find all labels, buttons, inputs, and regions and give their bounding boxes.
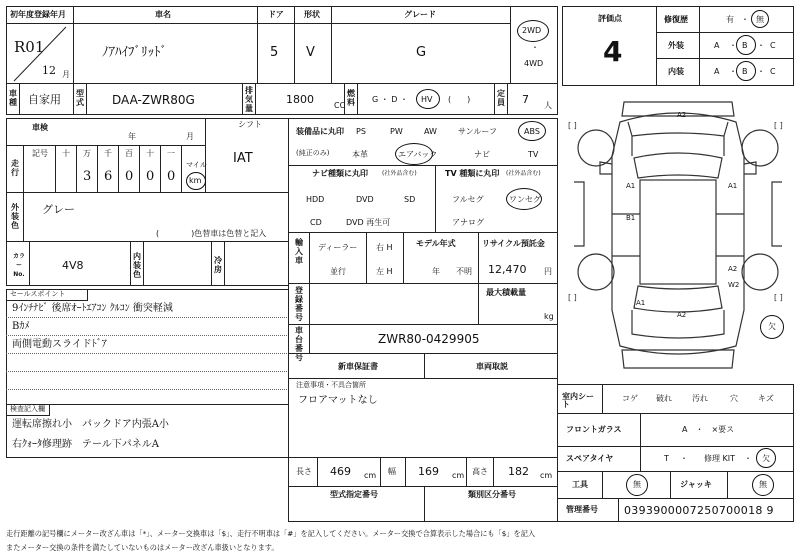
length-value: 469 xyxy=(330,465,351,478)
new-warranty-label: 新車保証書 xyxy=(338,362,378,371)
manual-label: 車両取説 xyxy=(476,362,508,371)
mark-a2-rear: A2 xyxy=(677,311,687,319)
mark-a2-front: A2 xyxy=(677,111,687,119)
spare-dot2: ・ xyxy=(744,454,752,463)
digit-3: 0 xyxy=(125,169,134,184)
equip-navi: ナビ xyxy=(474,150,490,159)
sales-point-line-1: 9ｲﾝﾁﾅﾋﾞ 後席ｵｰﾄｴｱｺﾝ ｸﾙｺﾝ 衝突軽減 xyxy=(12,303,173,314)
import-left-h: 左 H xyxy=(376,267,393,276)
spare-dot1: ・ xyxy=(680,454,688,463)
equip-aw: AW xyxy=(424,127,437,136)
mark-a1-rear: A1 xyxy=(636,299,646,307)
interior-dot2: ・ xyxy=(757,67,765,76)
drive-4wd: 4WD xyxy=(524,59,544,68)
car-diagram xyxy=(562,96,794,376)
equip-tv: TV xyxy=(528,150,539,159)
exterior-c: C xyxy=(770,41,776,50)
digit-4: 0 xyxy=(146,169,155,184)
first-reg-month: 12 xyxy=(42,64,56,77)
import-handle-cell xyxy=(366,232,404,284)
ac-label: 冷房 xyxy=(214,256,222,274)
control-no-label: 管理番号 xyxy=(566,505,598,514)
equip-sunroof: サンルーフ xyxy=(458,127,497,136)
score-value: 4 xyxy=(603,35,623,68)
navi-dvd-play: DVD 再生可 xyxy=(346,218,391,227)
inspector-line-1: 運転席擦れ小 パックドア内張A小 xyxy=(12,419,169,430)
sales-point-line-2: Bｶﾒ xyxy=(12,321,30,332)
tv-analog: アナログ xyxy=(452,218,484,227)
width-unit: cm xyxy=(452,471,465,480)
jack-label: ジャッキ xyxy=(680,480,712,489)
notes-cell xyxy=(288,378,558,458)
model-label: 型式 xyxy=(76,89,84,107)
displacement-label: 排気量 xyxy=(245,86,253,113)
svg-text:[ ]: [ ] xyxy=(774,293,783,302)
navi-label: ナビ種類に丸印 xyxy=(312,169,368,178)
capacity-unit: 人 xyxy=(544,101,552,110)
color-no-label: カラーNo. xyxy=(12,253,25,278)
repair-none: 無 xyxy=(756,15,764,24)
chassis-value: ZWR80-0429905 xyxy=(378,332,480,346)
tools-label: 工具 xyxy=(572,480,588,489)
door-label: ドア xyxy=(268,10,284,19)
notes-label: 注意事項・不具合箇所 xyxy=(296,381,366,389)
kind-label-cell xyxy=(6,83,20,115)
interior-dot1: ・ xyxy=(729,67,737,76)
equip-pw: PW xyxy=(390,127,403,136)
inspection-month-unit: 月 xyxy=(186,132,194,141)
notes-value: フロアマットなし xyxy=(298,395,378,406)
interior-b: B xyxy=(742,67,748,76)
max-load-label: 最大積載量 xyxy=(486,288,526,297)
row2 xyxy=(6,83,558,115)
navi-sd: SD xyxy=(404,195,416,204)
model-value: DAA-ZWR80G xyxy=(112,93,195,107)
model-year-unit: 年 xyxy=(432,267,440,276)
digit-1: 3 xyxy=(83,169,92,184)
digit-label-2: 千 xyxy=(104,149,112,158)
import-dealer: ディーラー xyxy=(318,243,358,252)
length-label: 長さ xyxy=(296,467,312,476)
door-value: 5 xyxy=(270,45,279,60)
mark-b1-left: B1 xyxy=(626,214,636,222)
digit-5: 0 xyxy=(167,169,176,184)
sales-points-label: セールスポイント xyxy=(10,290,66,298)
exterior-color-value: グレー xyxy=(42,203,75,216)
displacement-value: 1800 xyxy=(286,93,314,106)
type-designation-label: 型式指定番号 xyxy=(330,490,378,499)
capacity-label: 定員 xyxy=(497,89,505,107)
import-dealer-cell xyxy=(309,232,367,284)
width-label: 幅 xyxy=(388,467,396,476)
digit-label-5: 一 xyxy=(167,149,175,158)
windshield-label: フロントガラス xyxy=(566,425,622,434)
interior-c: C xyxy=(770,67,776,76)
tv-label: TV 種類に丸印 xyxy=(445,169,500,178)
max-load-unit: kg xyxy=(544,312,554,321)
class-label: 類別区分番号 xyxy=(468,490,516,499)
first-reg-year: R01 xyxy=(14,38,45,56)
exterior-color-note: ( )色替車は色替と記入 xyxy=(156,229,267,238)
kind-label: 車種 xyxy=(9,89,17,107)
fuel-label: 燃料 xyxy=(347,89,355,107)
equipment-sub: (純正のみ) xyxy=(296,149,330,157)
drive-dot: ・ xyxy=(531,43,539,52)
navi-dvd: DVD xyxy=(356,195,374,204)
interior-a: A xyxy=(714,67,720,76)
exterior-grade-label: 外装 xyxy=(668,41,684,50)
score-label: 評価点 xyxy=(598,14,622,23)
inspection-year-unit: 年 xyxy=(128,132,136,141)
grade-label: グレード xyxy=(404,10,436,19)
digit-2: 6 xyxy=(104,169,113,184)
recycle-unit: 円 xyxy=(544,267,552,276)
cc-unit: CC xyxy=(334,101,346,110)
spare-kit: 修理 KIT xyxy=(704,454,736,463)
digit-label-0: 十 xyxy=(62,149,70,158)
import-parallel: 並行 xyxy=(330,267,346,276)
recycle-label: リサイクル預託金 xyxy=(482,239,545,248)
height-unit: cm xyxy=(540,471,553,480)
inspector-line-2: 右ｸｫｰﾀ修理跡 テール下パネルA xyxy=(12,439,160,450)
car-name-value: ﾉｱﾊｲﾌﾞﾘｯﾄﾞ xyxy=(102,45,167,60)
svg-text:[ ]: [ ] xyxy=(568,293,577,302)
interior-grade-label: 内装 xyxy=(668,67,684,76)
spare-tire-label: スペアタイヤ xyxy=(566,454,614,463)
model-year-label: モデル年式 xyxy=(416,239,456,248)
seat-scratch: キズ xyxy=(758,394,774,403)
mark-w2-quarter: W2 xyxy=(728,281,740,289)
seat-hole: 穴 xyxy=(730,394,738,403)
spare-missing: 欠 xyxy=(762,454,770,463)
width-value: 169 xyxy=(418,465,439,478)
tools-value: 無 xyxy=(633,480,641,489)
color-no-row xyxy=(6,241,289,286)
windshield-value: A ・ ×要ス xyxy=(682,425,735,434)
defect-mark: 欠 xyxy=(768,322,776,331)
chassis-label: 車台番号 xyxy=(295,326,303,362)
repair-label: 修復歴 xyxy=(664,15,688,24)
exterior-dot1: ・ xyxy=(729,41,737,50)
mark-a1-left: A1 xyxy=(626,182,636,190)
shift-label: シフト xyxy=(238,120,262,129)
equip-abs: ABS xyxy=(524,127,540,136)
equip-ps: PS xyxy=(356,127,366,136)
mileage-label: 走行 xyxy=(11,159,19,177)
first-reg-month-unit: 月 xyxy=(62,70,70,79)
svg-text:[ ]: [ ] xyxy=(774,121,783,130)
kind-value: 自家用 xyxy=(28,93,61,106)
first-reg-label: 初年度登録年月 xyxy=(10,10,66,19)
digit-label-1: 万 xyxy=(83,149,91,158)
sales-rule-1 xyxy=(6,317,289,318)
recycle-value: 12,470 xyxy=(488,263,527,276)
navi-hdd: HDD xyxy=(306,195,325,204)
import-right-h: 右 H xyxy=(376,243,393,252)
car-name-label: 車名 xyxy=(155,10,171,19)
equipment-label: 装備品に丸印 xyxy=(296,127,344,136)
interior-color-label: 内装色 xyxy=(133,252,141,279)
jack-value: 無 xyxy=(759,480,767,489)
exterior-b: B xyxy=(742,41,748,50)
color-no-value: 4V8 xyxy=(62,259,84,272)
shape-label: 形状 xyxy=(304,10,320,19)
sales-point-line-3: 両側電動スライドﾄﾞｱ xyxy=(12,339,107,350)
seat-tear: 破れ xyxy=(656,394,672,403)
seat-burn: コゲ xyxy=(622,394,638,403)
tv-sub: (社外品含む) xyxy=(506,170,541,177)
equip-airbag: エアバック xyxy=(398,150,438,159)
exterior-a: A xyxy=(714,41,720,50)
registered-label: 登録番号 xyxy=(295,286,303,322)
repair-yes: 有 xyxy=(726,15,734,24)
mark-a1-right: A1 xyxy=(728,182,738,190)
spare-t: T xyxy=(664,454,669,463)
control-no-value: 0393900007250700018 9 xyxy=(624,504,774,517)
sales-rule-5 xyxy=(6,389,289,390)
sales-rule-3 xyxy=(6,353,289,354)
sales-rule-4 xyxy=(6,371,289,372)
tv-fullseg: フルセグ xyxy=(452,195,484,204)
fuel-hv: HV xyxy=(421,95,433,104)
footer-line-1: 走行距離の記号欄にメーター改ざん車は「*」、メーター交換車は「$」、走行不明車は「#」を記入してください。メーター交換で合算表示した場合にも「$」を記入 xyxy=(6,529,536,538)
shape-value: V xyxy=(306,45,315,60)
drive-2wd: 2WD xyxy=(522,26,542,35)
capacity-value: 7 xyxy=(522,93,529,106)
mileage-code-label: 記号 xyxy=(32,149,48,158)
km-label: km xyxy=(189,176,202,185)
inspection-label: 車検 xyxy=(32,123,48,132)
equip-leather: 本革 xyxy=(352,150,368,159)
footer-line-2: またメーター交換の条件を満たしていないものはメーター改ざん車扱いとなります。 xyxy=(6,543,279,552)
inspector-label: 検査記入欄 xyxy=(10,405,45,413)
import-label: 輸入車 xyxy=(295,238,303,265)
svg-text:[ ]: [ ] xyxy=(568,121,577,130)
height-value: 182 xyxy=(508,465,529,478)
shift-value: IAT xyxy=(233,151,253,166)
tv-oneseg: ワンセグ xyxy=(509,195,541,204)
height-label: 高さ xyxy=(472,467,488,476)
length-unit: cm xyxy=(364,471,377,480)
repair-dot: ・ xyxy=(741,15,749,24)
exterior-dot2: ・ xyxy=(757,41,765,50)
model-year-unknown: 不明 xyxy=(456,267,472,276)
digit-label-4: 十 xyxy=(146,149,154,158)
grade-value: G xyxy=(416,45,427,60)
mark-a2-right-rear: A2 xyxy=(728,265,738,273)
seat-stain: 汚れ xyxy=(692,394,708,403)
mile-label: マイル xyxy=(186,161,207,169)
navi-cd: CD xyxy=(310,218,322,227)
exterior-color-label: 外装色 xyxy=(11,203,19,230)
fuel-paren: ( ) xyxy=(448,95,471,104)
sales-rule-2 xyxy=(6,335,289,336)
interior-seat-label: 室内シート xyxy=(562,392,594,409)
fuel-options: G ・ D ・ xyxy=(372,95,408,104)
navi-sub: (社外品含む) xyxy=(382,170,417,177)
digit-label-3: 百 xyxy=(125,149,133,158)
